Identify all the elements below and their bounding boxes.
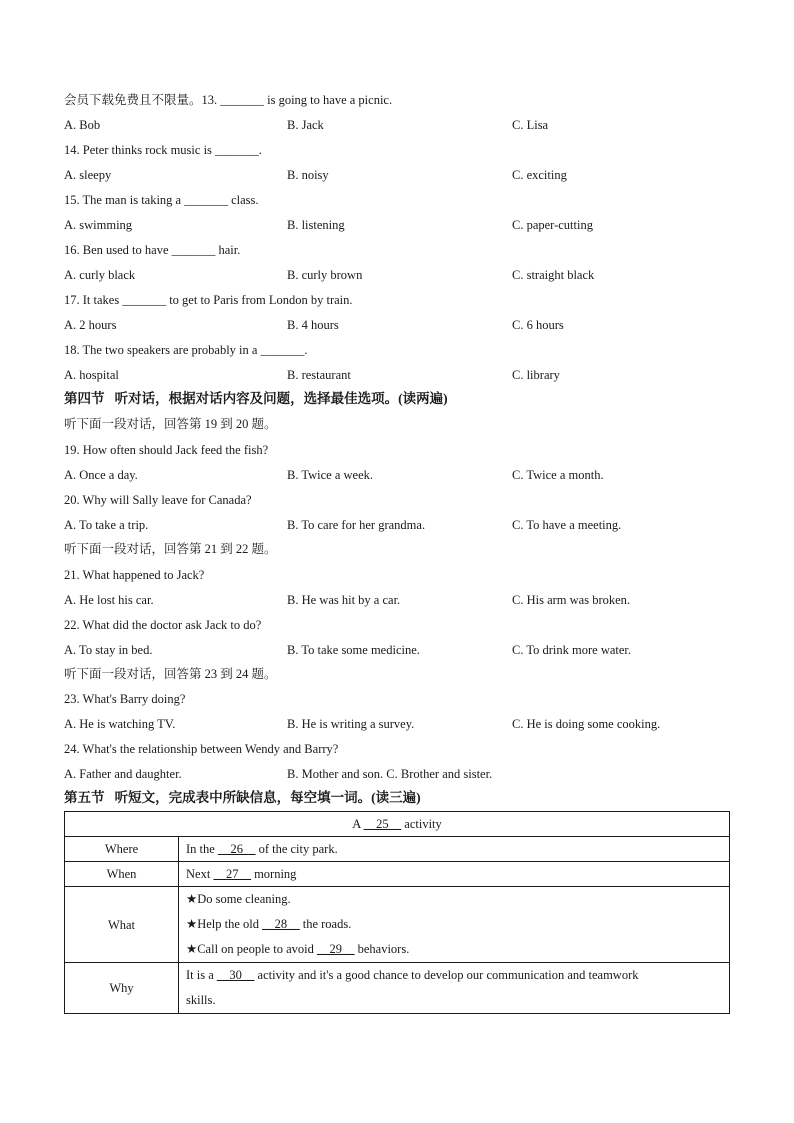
option-a: A. 2 hours bbox=[64, 318, 117, 332]
question-21: 21. What happened to Jack? bbox=[64, 568, 205, 582]
why-line-2: skills. bbox=[186, 993, 216, 1007]
section-5-heading: 第五节 听短文，完成表中所缺信息，每空填一词。(读三遍) bbox=[64, 790, 421, 805]
question-15: 15. The man is taking a _______ class. bbox=[64, 193, 259, 207]
question-23: 23. What's Barry doing? bbox=[64, 692, 186, 706]
option-b: B. He was hit by a car. bbox=[287, 593, 401, 607]
why-text-pre: It is a bbox=[186, 968, 217, 982]
what3-text-pre: ★Call on people to avoid bbox=[186, 942, 317, 956]
why-line-1 bbox=[186, 963, 722, 988]
option-c: C. Twice a month. bbox=[512, 468, 604, 482]
when-text-pre: Next bbox=[186, 867, 214, 881]
what3-text-post: behaviors. bbox=[354, 942, 410, 956]
question-19: 19. How often should Jack feed the fish? bbox=[64, 443, 269, 457]
option-a: A. He lost his car. bbox=[64, 593, 154, 607]
options-14 bbox=[64, 167, 744, 183]
options-22 bbox=[64, 642, 744, 658]
what-item-2 bbox=[186, 912, 722, 937]
dialog-instruction-3: 听下面一段对话，回答第 23 到 24 题。 bbox=[64, 667, 277, 681]
blank-27: __27__ bbox=[213, 867, 251, 881]
option-b: B. He is writing a survey. bbox=[287, 717, 415, 731]
option-b: B. Jack bbox=[287, 118, 324, 132]
option-c: C. His arm was broken. bbox=[512, 593, 631, 607]
options-15 bbox=[64, 217, 744, 233]
question-16: 16. Ben used to have _______ hair. bbox=[64, 243, 241, 257]
where-text-pre: In the bbox=[186, 842, 218, 856]
option-c: C. He is doing some cooking. bbox=[512, 717, 661, 731]
info-table bbox=[64, 811, 730, 1014]
question-17: 17. It takes _______ to get to Paris from London by train. bbox=[64, 293, 353, 307]
option-a: A. Once a day. bbox=[64, 468, 138, 482]
option-b: B. To take some medicine. bbox=[287, 643, 420, 657]
table-row-what bbox=[65, 887, 730, 963]
row-value-what bbox=[179, 887, 730, 963]
options-24 bbox=[64, 766, 744, 782]
option-a: A. sleepy bbox=[64, 168, 112, 182]
option-c: C. straight black bbox=[512, 268, 595, 282]
row-value-where bbox=[179, 837, 730, 862]
question-14: 14. Peter thinks rock music is _______. bbox=[64, 143, 262, 157]
header-text-post: activity bbox=[401, 817, 442, 831]
what2-text-pre: ★Help the old bbox=[186, 917, 263, 931]
table-header-cell bbox=[65, 812, 730, 837]
blank-26: __26__ bbox=[217, 842, 256, 856]
row-value-when bbox=[179, 862, 730, 887]
option-a: A. Father and daughter. bbox=[64, 767, 182, 781]
dialog-instruction-1: 听下面一段对话，回答第 19 到 20 题。 bbox=[64, 417, 277, 431]
option-b: B. noisy bbox=[287, 168, 329, 182]
when-text-post: morning bbox=[250, 867, 297, 881]
options-19 bbox=[64, 467, 744, 483]
header-text-pre: A bbox=[352, 817, 364, 831]
option-a: A. Bob bbox=[64, 118, 101, 132]
question-18: 18. The two speakers are probably in a _______. bbox=[64, 343, 308, 357]
option-b: B. Mother and son. C. Brother and sister. bbox=[287, 767, 493, 781]
blank-29: __29__ bbox=[316, 942, 355, 956]
question-22: 22. What did the doctor ask Jack to do? bbox=[64, 618, 262, 632]
table-row-when bbox=[65, 862, 730, 887]
row-label-why: Why bbox=[65, 963, 179, 1014]
question-24: 24. What's the relationship between Wendy and Barry? bbox=[64, 742, 339, 756]
option-c: C. 6 hours bbox=[512, 318, 564, 332]
row-label-what: What bbox=[65, 887, 179, 963]
options-17 bbox=[64, 317, 744, 333]
option-c: C. To have a meeting. bbox=[512, 518, 622, 532]
options-21 bbox=[64, 592, 744, 608]
option-a: A. To stay in bed. bbox=[64, 643, 153, 657]
option-c: C. library bbox=[512, 368, 560, 382]
why-text-post: activity and it's a good chance to develop our communication and teamwork bbox=[254, 968, 639, 982]
blank-28: __28__ bbox=[262, 917, 300, 931]
question-20: 20. Why will Sally leave for Canada? bbox=[64, 493, 252, 507]
options-16 bbox=[64, 267, 744, 283]
what-item-1: ★Do some cleaning. bbox=[186, 892, 291, 906]
row-label-where: Where bbox=[65, 837, 179, 862]
options-18 bbox=[64, 367, 744, 383]
table-row-where bbox=[65, 837, 730, 862]
option-a: A. He is watching TV. bbox=[64, 717, 176, 731]
options-20 bbox=[64, 517, 744, 533]
option-c: C. Lisa bbox=[512, 118, 549, 132]
option-c: C. paper-cutting bbox=[512, 218, 593, 232]
option-c: C. exciting bbox=[512, 168, 567, 182]
option-b: B. To care for her grandma. bbox=[287, 518, 426, 532]
section-4-heading: 第四节 听对话，根据对话内容及问题，选择最佳选项。(读两遍) bbox=[64, 391, 448, 406]
option-a: A. swimming bbox=[64, 218, 133, 232]
row-value-why bbox=[179, 963, 730, 1014]
options-23 bbox=[64, 716, 744, 732]
row-label-when: When bbox=[65, 862, 179, 887]
what2-text-post: the roads. bbox=[299, 917, 352, 931]
blank-30: __30__ bbox=[216, 968, 255, 982]
table-header-row bbox=[65, 812, 730, 837]
option-a: A. hospital bbox=[64, 368, 119, 382]
where-text-post: of the city park. bbox=[255, 842, 338, 856]
option-a: A. To take a trip. bbox=[64, 518, 149, 532]
option-b: B. curly brown bbox=[287, 268, 363, 282]
question-13: 会员下载免费且不限量。13. _______ is going to have a picnic. bbox=[64, 93, 393, 107]
option-c: C. To drink more water. bbox=[512, 643, 632, 657]
table-row-why bbox=[65, 963, 730, 1014]
dialog-instruction-2: 听下面一段对话，回答第 21 到 22 题。 bbox=[64, 542, 277, 556]
options-13 bbox=[64, 117, 744, 133]
option-a: A. curly black bbox=[64, 268, 136, 282]
what-item-3 bbox=[186, 937, 722, 962]
option-b: B. 4 hours bbox=[287, 318, 339, 332]
option-b: B. Twice a week. bbox=[287, 468, 374, 482]
blank-25: __25__ bbox=[363, 817, 402, 831]
option-b: B. listening bbox=[287, 218, 345, 232]
option-b: B. restaurant bbox=[287, 368, 351, 382]
